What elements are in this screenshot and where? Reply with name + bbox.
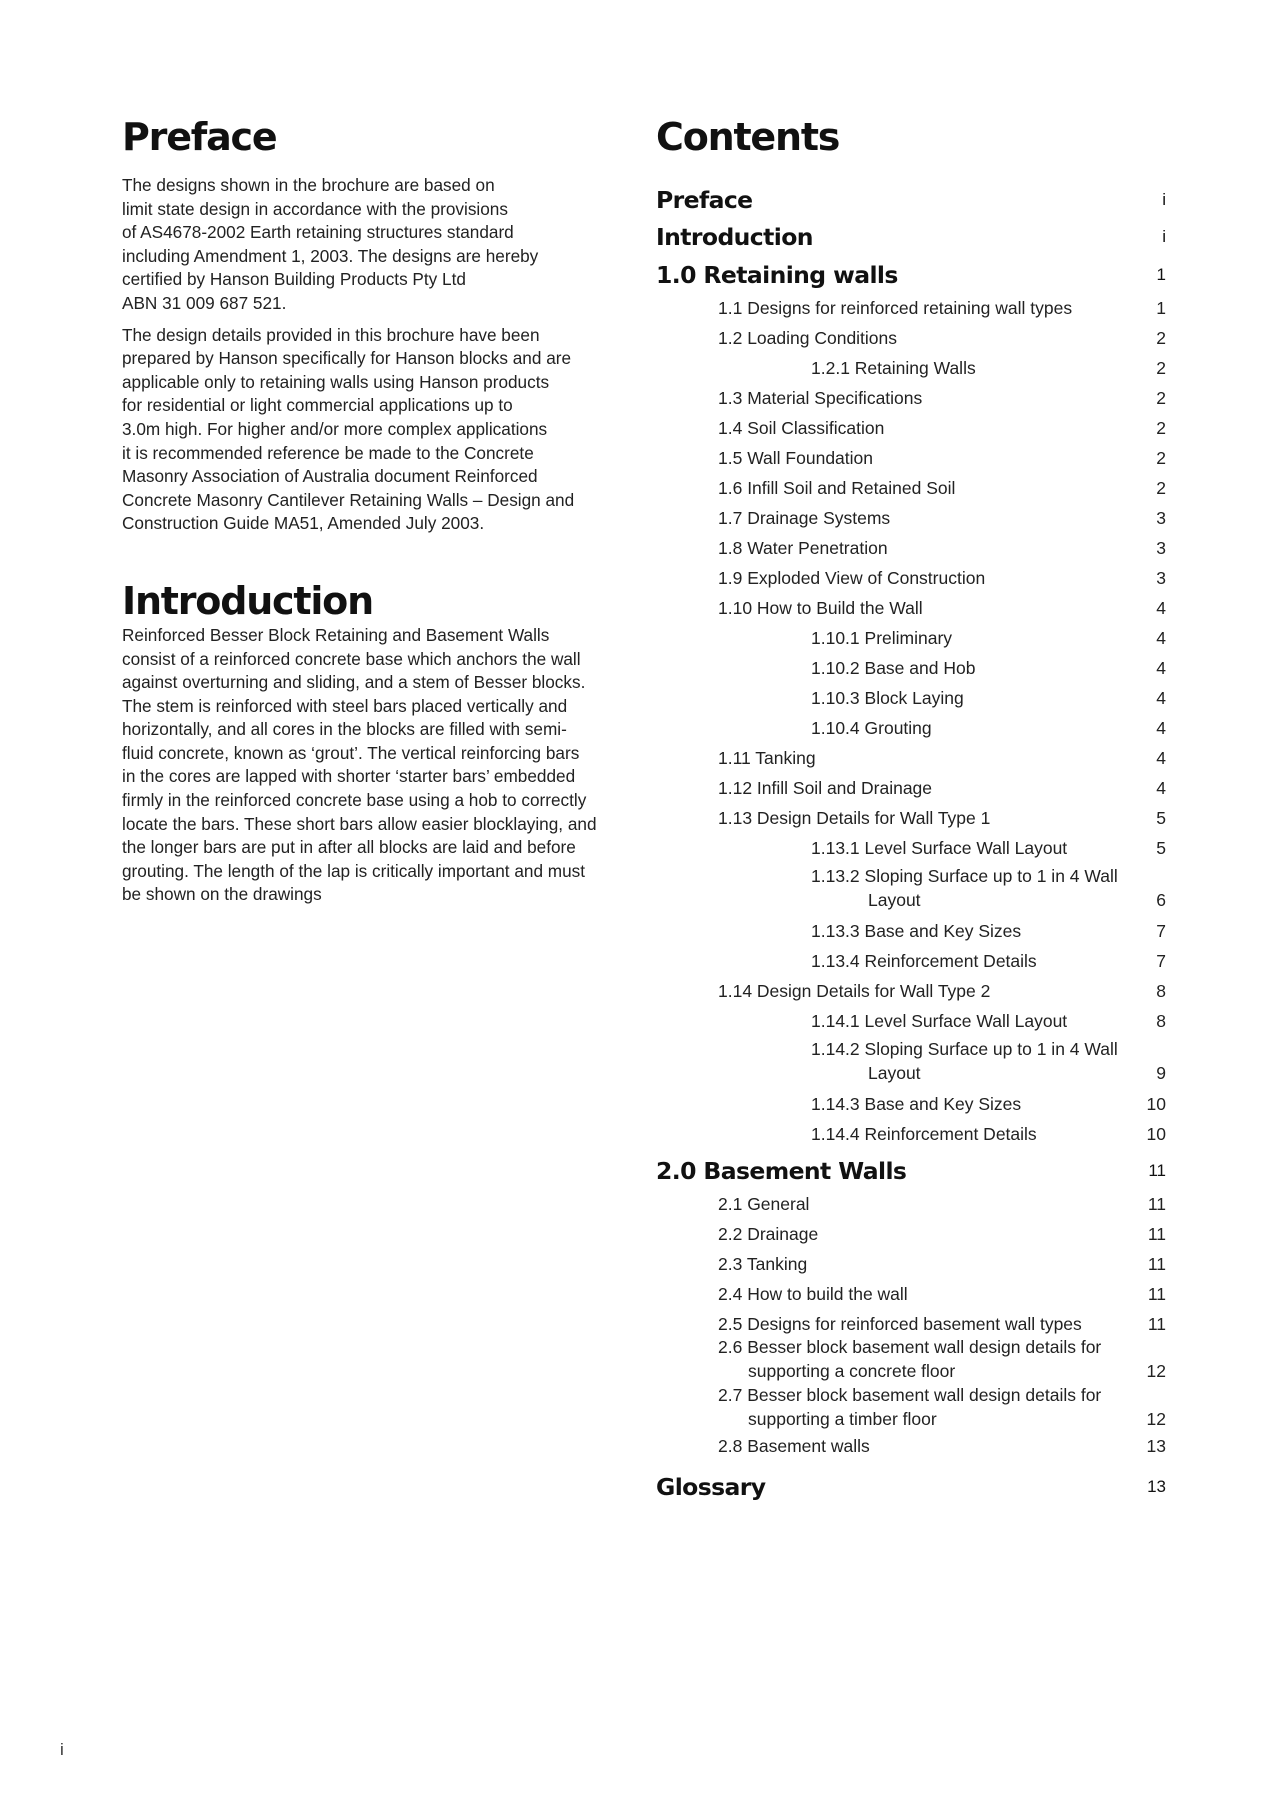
toc-entry-1-2[interactable]: 1.2 Loading Conditions 2 (718, 327, 1166, 348)
toc-entry-1-3[interactable]: 1.3 Material Specifications 2 (718, 387, 1166, 408)
toc-entry-1-10-3[interactable]: 1.10.3 Block Laying 4 (811, 687, 1166, 708)
toc-entry-glossary[interactable]: Glossary 13 (656, 1472, 1166, 1501)
toc-entry-1-14-2[interactable]: 1.14.2 Sloping Surface up to 1 in 4 Wall Layout 9 (811, 1038, 1166, 1083)
toc-entry-1-13-3[interactable]: 1.13.3 Base and Key Sizes 7 (811, 920, 1166, 941)
preface-heading: Preface (122, 115, 277, 159)
toc-entry-1-14-3[interactable]: 1.14.3 Base and Key Sizes 10 (811, 1093, 1166, 1114)
left-column (122, 112, 632, 915)
preface-paragraph-2: The design details provided in this brochure have been prepared by Hanson specifically for Hanson blocks and are applicable only to retaining walls using Hanson products for residential or light commercial applications up to 3.0m high. For higher and/or more complex applications it is recommended reference be made to the Concrete Masonry Association of Australia document Reinforced Concrete Masonry Cantilever Retaining Walls – Design and Construction Guide MA51, Amended July 2003. (122, 324, 575, 534)
toc-entry-1-11[interactable]: 1.11 Tanking 4 (718, 747, 1166, 768)
toc-entry-1-9[interactable]: 1.9 Exploded View of Construction 3 (718, 567, 1166, 588)
toc-entry-1-10-4[interactable]: 1.10.4 Grouting 4 (811, 717, 1166, 738)
toc-entry-1-13-4[interactable]: 1.13.4 Reinforcement Details 7 (811, 950, 1166, 971)
toc-entry-1-13-2[interactable]: 1.13.2 Sloping Surface up to 1 in 4 Wall Layout 6 (811, 865, 1166, 910)
toc-entry-1-0[interactable]: 1.0 Retaining walls 1 (656, 260, 1166, 289)
page-number: i (60, 1740, 64, 1759)
toc-entry-1-8[interactable]: 1.8 Water Penetration 3 (718, 537, 1166, 558)
toc-entry-1-6[interactable]: 1.6 Infill Soil and Retained Soil 2 (718, 477, 1166, 498)
toc-entry-1-1[interactable]: 1.1 Designs for reinforced retaining wall types 1 (718, 297, 1166, 318)
toc-entry-2-0[interactable]: 2.0 Basement Walls 11 (656, 1156, 1166, 1185)
contents-column (656, 112, 1166, 1501)
toc-entry-1-14[interactable]: 1.14 Design Details for Wall Type 2 8 (718, 980, 1166, 1001)
contents-heading: Contents (656, 115, 840, 159)
toc-entry-2-7[interactable]: 2.7 Besser block basement wall design details for supporting a timber floor 12 (718, 1384, 1166, 1429)
toc-entry-1-4[interactable]: 1.4 Soil Classification 2 (718, 417, 1166, 438)
toc-entry-1-2-1[interactable]: 1.2.1 Retaining Walls 2 (811, 357, 1166, 378)
introduction-paragraph: Reinforced Besser Block Retaining and Basement Walls consist of a reinforced concrete base which anchors the wall against overturning and sliding, and a stem of Besser blocks. The stem is reinforced with steel bars placed vertically and horizontally, and all cores in the blocks are filled with semi- fluid concrete, known as ‘grout’. The vertical reinforcing bars in the cores are lapped with shorter ‘starter bars’ embedded firmly in the reinforced concrete base using a hob to correctly locate the bars. These short bars allow easier blocklaying, and the longer bars are put in after all blocks are laid and before grouting. The length of the lap is critically important and must be shown on the drawings (122, 624, 597, 905)
toc-entry-1-5[interactable]: 1.5 Wall Foundation 2 (718, 447, 1166, 468)
toc-entry-1-10-2[interactable]: 1.10.2 Base and Hob 4 (811, 657, 1166, 678)
introduction-heading: Introduction (122, 578, 373, 623)
toc-entry-1-12[interactable]: 1.12 Infill Soil and Drainage 4 (718, 777, 1166, 798)
toc-entry-introduction[interactable]: Introduction i (656, 223, 1166, 251)
toc-entry-2-3[interactable]: 2.3 Tanking 11 (718, 1253, 1166, 1274)
preface-paragraph-1: The designs shown in the brochure are based on limit state design in accordance with the provisions of AS4678-2002 Earth retaining structures standard including Amendment 1, 2003. The designs are hereby certified by Hanson Building Products Pty Ltd ABN 31 009 687 521. (122, 175, 539, 313)
toc-entry-2-4[interactable]: 2.4 How to build the wall 11 (718, 1283, 1166, 1304)
toc-entry-1-14-1[interactable]: 1.14.1 Level Surface Wall Layout 8 (811, 1010, 1166, 1031)
toc-entry-2-1[interactable]: 2.1 General 11 (718, 1193, 1166, 1214)
toc-entry-2-2[interactable]: 2.2 Drainage 11 (718, 1223, 1166, 1244)
toc-entry-2-5[interactable]: 2.5 Designs for reinforced basement wall types 11 (718, 1313, 1166, 1334)
toc-entry-1-7[interactable]: 1.7 Drainage Systems 3 (718, 507, 1166, 528)
toc-entry-1-10-1[interactable]: 1.10.1 Preliminary 4 (811, 627, 1166, 648)
toc-entry-1-13-1[interactable]: 1.13.1 Level Surface Wall Layout 5 (811, 837, 1166, 858)
toc-entry-preface[interactable]: Preface i (656, 185, 1166, 214)
toc-entry-1-13[interactable]: 1.13 Design Details for Wall Type 1 5 (718, 807, 1166, 828)
toc-entry-2-6[interactable]: 2.6 Besser block basement wall design details for supporting a concrete floor 12 (718, 1336, 1166, 1381)
toc-entry-1-14-4[interactable]: 1.14.4 Reinforcement Details 10 (811, 1123, 1166, 1144)
toc-entry-2-8[interactable]: 2.8 Basement walls 13 (718, 1435, 1166, 1456)
toc-entry-1-10[interactable]: 1.10 How to Build the Wall 4 (718, 597, 1166, 618)
